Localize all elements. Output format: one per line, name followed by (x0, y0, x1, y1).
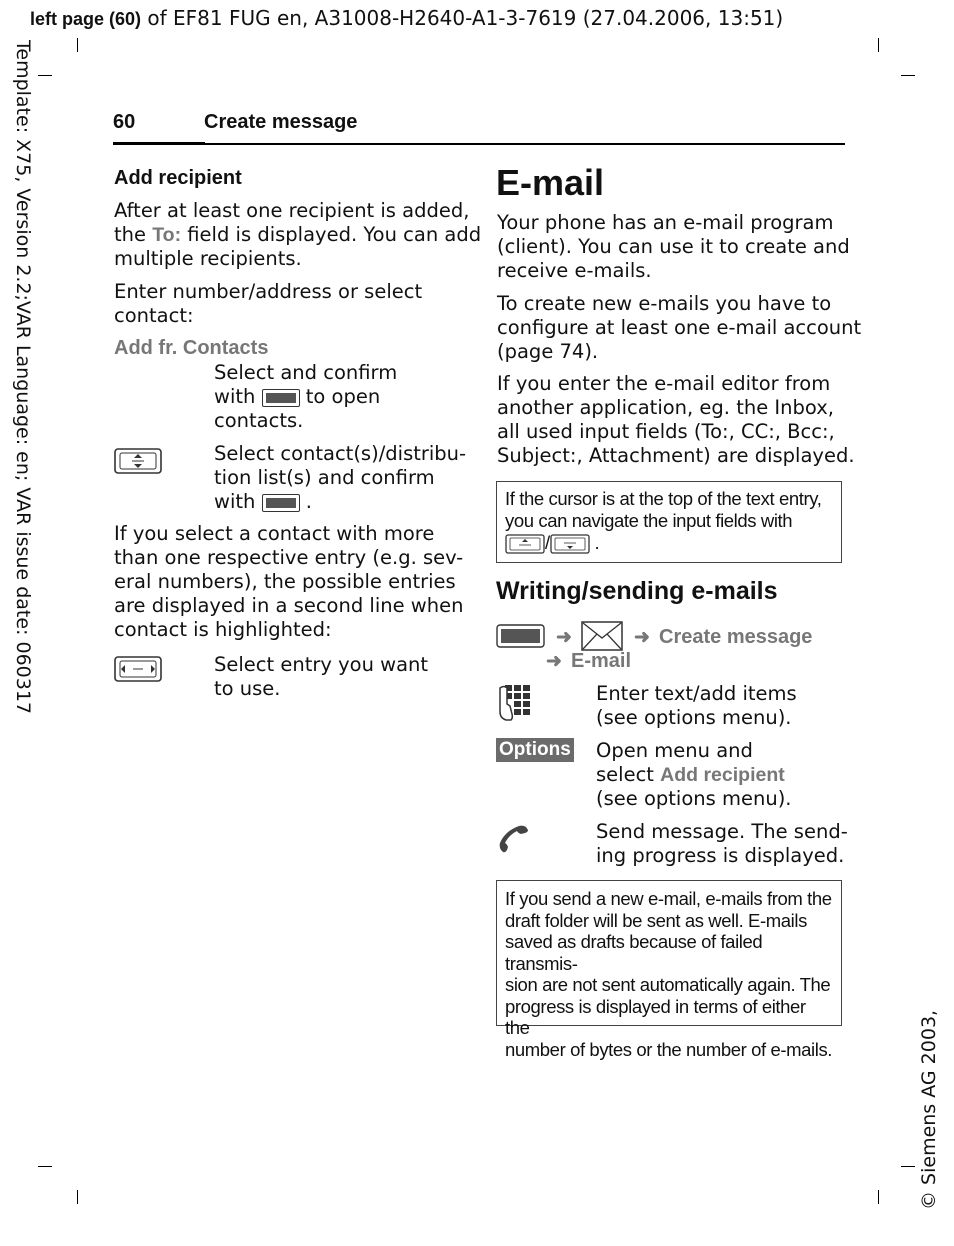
paragraph (497, 211, 850, 283)
note-line: progress is displayed in terms of either the (505, 995, 806, 1038)
text-line: all used input fields (To:, CC:, Bcc:, (497, 420, 835, 443)
menu-label-add-contacts: Add fr. Contacts (114, 337, 269, 359)
text-line: than one respective entry (e.g. sev- (114, 546, 464, 569)
arrow: ➜ (556, 627, 572, 648)
page-title: Create message (204, 111, 358, 133)
text: with (214, 490, 256, 513)
note-line: If you send a new e-mail, e-mails from the (505, 888, 832, 909)
nav-left-right-icon (114, 655, 162, 687)
step (214, 361, 397, 433)
menu-create-message: Create message (659, 626, 813, 648)
text-line: Your phone has an e-mail program (497, 211, 834, 234)
text-line (596, 763, 792, 787)
paragraph (114, 522, 463, 642)
text-line: (see options menu). (596, 787, 792, 810)
text-line: multiple recipients. (114, 247, 302, 270)
header-rule (113, 142, 205, 145)
softkey-icon (262, 494, 300, 512)
page-number: 60 (113, 111, 136, 133)
text-line (214, 490, 466, 514)
menu-add-recipient: Add recipient (660, 764, 785, 786)
text-line: contact: (114, 304, 194, 327)
arrow: ➜ (546, 651, 562, 672)
crop-mark (38, 1166, 52, 1167)
template-info (8, 40, 34, 720)
text-line: Select entry you want (214, 653, 429, 676)
nav-up-down-icon (114, 447, 162, 479)
note-box-drafts (496, 880, 842, 1060)
text: with (214, 385, 256, 408)
text-line: After at least one recipient is added, (114, 199, 470, 222)
paragraph (114, 199, 481, 271)
print-header (30, 6, 783, 30)
note-line (505, 532, 833, 554)
note-line: number of bytes or the number of e-mails. (505, 1038, 833, 1060)
text-line: If you enter the e-mail editor from (497, 372, 831, 395)
text: select (596, 763, 661, 786)
text-line: receive e-mails. (497, 259, 652, 282)
note-line: saved as drafts because of failed transmis- (505, 931, 763, 974)
text-line: ing progress is displayed. (596, 844, 845, 867)
step (596, 739, 792, 811)
text-line: Enter number/address or select (114, 280, 423, 303)
crop-mark (878, 38, 879, 52)
print-header-info: of EF81 FUG en, A31008-H2640-A1-3-7619 (27.04.2006, 13:51) (141, 6, 784, 30)
nav-up-icon (505, 534, 545, 554)
text: . (305, 490, 312, 513)
text-line: contact is highlighted: (114, 618, 332, 641)
crop-mark (878, 1190, 879, 1204)
step (214, 442, 466, 514)
text-line: (client). You can use it to create and (497, 235, 850, 258)
print-header-page: left page (60) (30, 9, 142, 29)
note-line: draft folder will be sent as well. E-mails (505, 909, 807, 931)
paragraph (497, 372, 855, 468)
text: to open (305, 385, 381, 408)
softkey-icon (262, 389, 300, 407)
crop-mark (901, 75, 915, 76)
note-line: sion are not sent automatically again. The (505, 974, 831, 995)
add-recipient-heading: Add recipient (114, 167, 242, 189)
step (214, 653, 428, 701)
note-box-cursor (496, 481, 842, 563)
arrow: ➜ (634, 627, 650, 648)
keypad-icon (497, 684, 533, 726)
text-line: (see options menu). (596, 706, 792, 729)
text-line: Select contact(s)/distribu- (214, 442, 467, 465)
menu-email: E-mail (571, 650, 632, 672)
call-key-icon (497, 823, 531, 857)
softkey-icon (496, 622, 546, 650)
text-line: Enter text/add items (596, 682, 797, 705)
text: / (545, 532, 550, 553)
text-line: another application, eg. the Inbox, (497, 396, 834, 419)
note-line: you can navigate the input fields with (505, 509, 793, 531)
text-line: (page 74). (497, 340, 599, 363)
step (596, 682, 797, 730)
text: the (114, 223, 153, 246)
crop-mark (77, 38, 78, 52)
options-softkey: Options (496, 738, 574, 762)
crop-mark (38, 75, 52, 76)
text-line: eral numbers), the possible entries (114, 570, 456, 593)
text-line: to use. (214, 677, 281, 700)
nav-down-icon (550, 534, 590, 554)
text: . (594, 532, 600, 553)
text-line: If you select a contact with more (114, 522, 435, 545)
header-rule (205, 143, 845, 145)
paragraph (114, 280, 422, 328)
paragraph (497, 292, 861, 364)
copyright-text: © Siemens AG 2003, (918, 1009, 940, 1210)
text-line (114, 223, 481, 247)
text: field is displayed. You can add (181, 223, 482, 246)
email-title: E-mail (496, 162, 605, 203)
template-info-text: Template: X75, Version 2.2;VAR Language: en; VAR issue date: 060317 (12, 40, 34, 715)
crop-mark (901, 1166, 915, 1167)
nav-path (496, 622, 546, 650)
note-line: If the cursor is at the top of the text entry, (505, 488, 822, 509)
writing-sending-heading: Writing/sending e-mails (496, 577, 778, 605)
copyright (918, 1010, 946, 1220)
text-line: Send message. The send- (596, 820, 848, 843)
to-field-label: To: (152, 224, 182, 246)
text-line: To create new e-mails you have to (497, 292, 832, 315)
text-line: configure at least one e-mail account (497, 316, 862, 339)
text-line: tion list(s) and confirm (214, 466, 435, 489)
text-line: Select and confirm (214, 361, 398, 384)
step (596, 820, 848, 868)
text-line (214, 385, 397, 409)
text-line: Open menu and (596, 739, 753, 762)
text-line: Subject:, Attachment) are displayed. (497, 444, 855, 467)
text-line: contacts. (214, 409, 304, 432)
crop-mark (77, 1190, 78, 1204)
text-line: are displayed in a second line when (114, 594, 464, 617)
